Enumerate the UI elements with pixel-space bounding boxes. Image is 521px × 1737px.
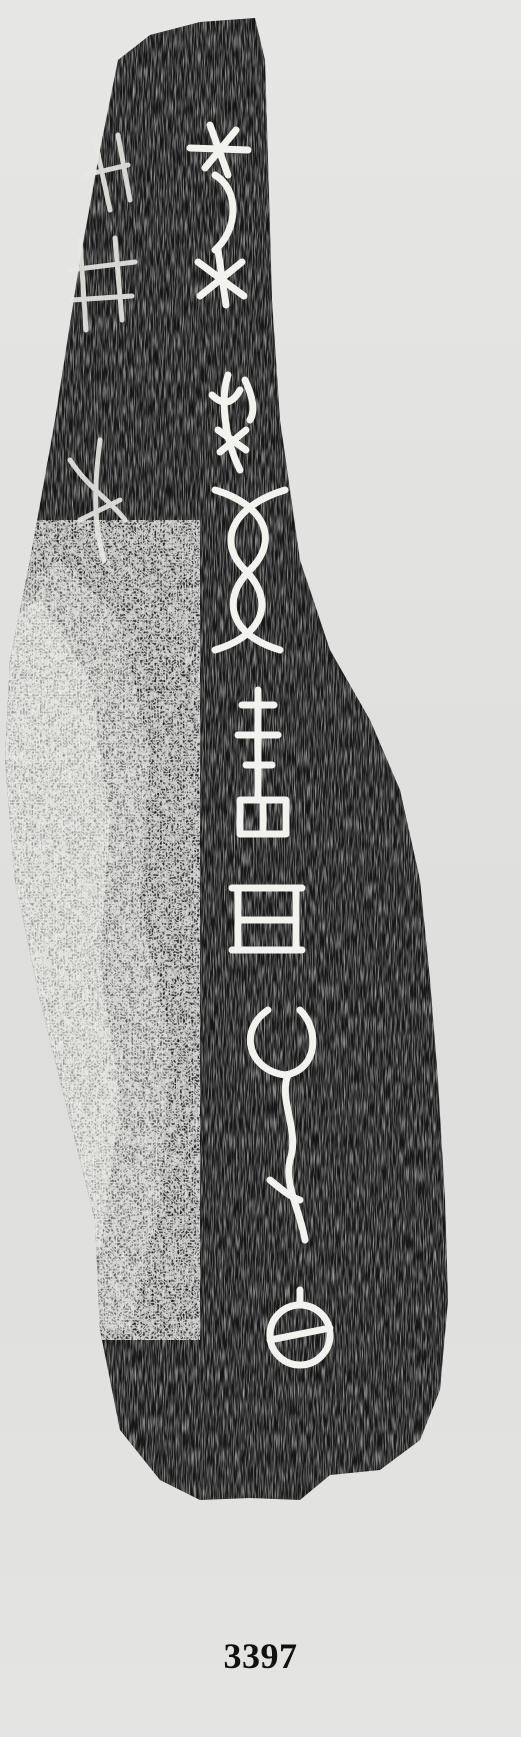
figure-number: 3397 [223,1636,298,1676]
